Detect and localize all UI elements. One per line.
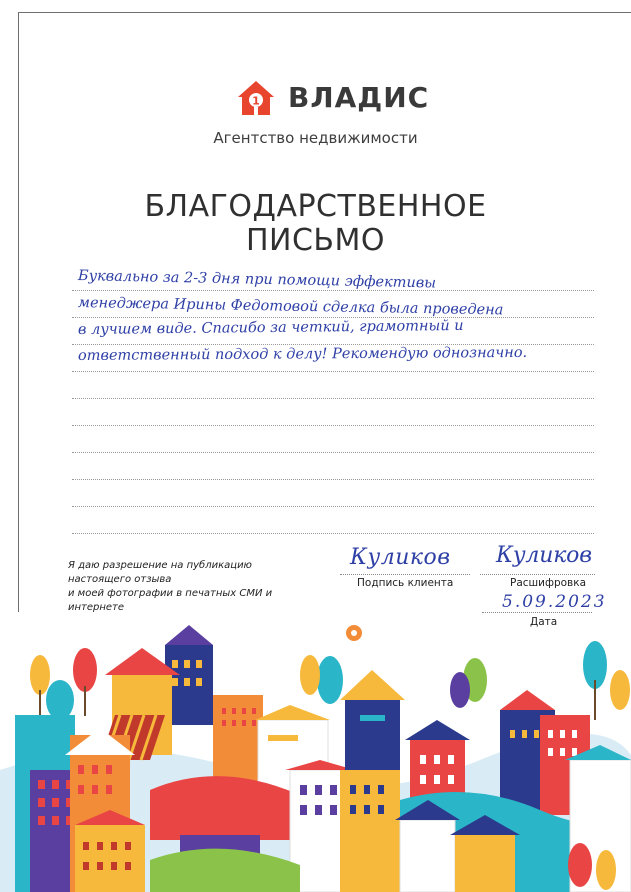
- date-line: [482, 612, 592, 613]
- page-border-left: [18, 12, 19, 612]
- tree: [46, 680, 74, 720]
- tree: [317, 656, 343, 704]
- tree: [300, 655, 320, 695]
- consent-line-1: Я даю разрешение на публикацию настоящего отзыва: [68, 560, 252, 585]
- handwritten-line: ответственный подход к делу! Рекомендую однозначно.: [77, 344, 528, 364]
- tree: [610, 670, 630, 710]
- company-logo: [236, 78, 446, 118]
- writing-line: [72, 290, 594, 291]
- publication-consent: [68, 559, 318, 615]
- decoding-caption: Расшифровка: [510, 577, 587, 589]
- writing-line: [72, 506, 594, 507]
- writing-line: [72, 425, 594, 426]
- handwritten-line: в лучшем виде. Спасибо за четкий, грамотный и: [77, 317, 464, 338]
- tree: [73, 648, 97, 692]
- city-illustration: [0, 620, 631, 892]
- svg-text:1: 1: [252, 94, 260, 108]
- signature-text: Куликов: [350, 545, 450, 570]
- decoding-text: Куликов: [496, 543, 592, 568]
- handwritten-line: менеджера Ирины Федотовой сделка была проведена: [77, 295, 504, 319]
- writing-line: [72, 317, 594, 318]
- tree: [596, 850, 616, 890]
- decoding-signature: [492, 536, 604, 572]
- tree: [450, 672, 470, 708]
- company-name: ВЛАДИС: [288, 81, 430, 114]
- signature-line: [340, 574, 470, 575]
- title-line-1: БЛАГОДАРСТВЕННОЕ: [144, 189, 487, 224]
- tree: [30, 655, 50, 695]
- letter-title: [0, 190, 631, 258]
- writing-line: [72, 479, 594, 480]
- date-caption: Дата: [530, 616, 558, 628]
- tree: [568, 843, 592, 887]
- decoding-line: [480, 574, 595, 575]
- building: [455, 835, 515, 892]
- title-line-2: ПИСЬМО: [245, 223, 386, 258]
- date-value: 5.09.2023: [502, 592, 607, 612]
- company-tagline: Агентство недвижимости: [213, 129, 418, 147]
- writing-line: [72, 533, 594, 534]
- writing-line: [72, 371, 594, 372]
- house-key-icon: [236, 79, 276, 117]
- client-signature: [346, 538, 458, 574]
- handwritten-line: Буквально за 2-3 дня при помощи эффективы: [77, 268, 437, 292]
- signature-caption: Подпись клиента: [357, 577, 454, 589]
- writing-line: [72, 398, 594, 399]
- building: [400, 820, 455, 892]
- writing-line: [72, 452, 594, 453]
- consent-line-2: и моей фотографии в печатных СМИ и интернете: [68, 588, 273, 613]
- page-border-top: [18, 12, 631, 13]
